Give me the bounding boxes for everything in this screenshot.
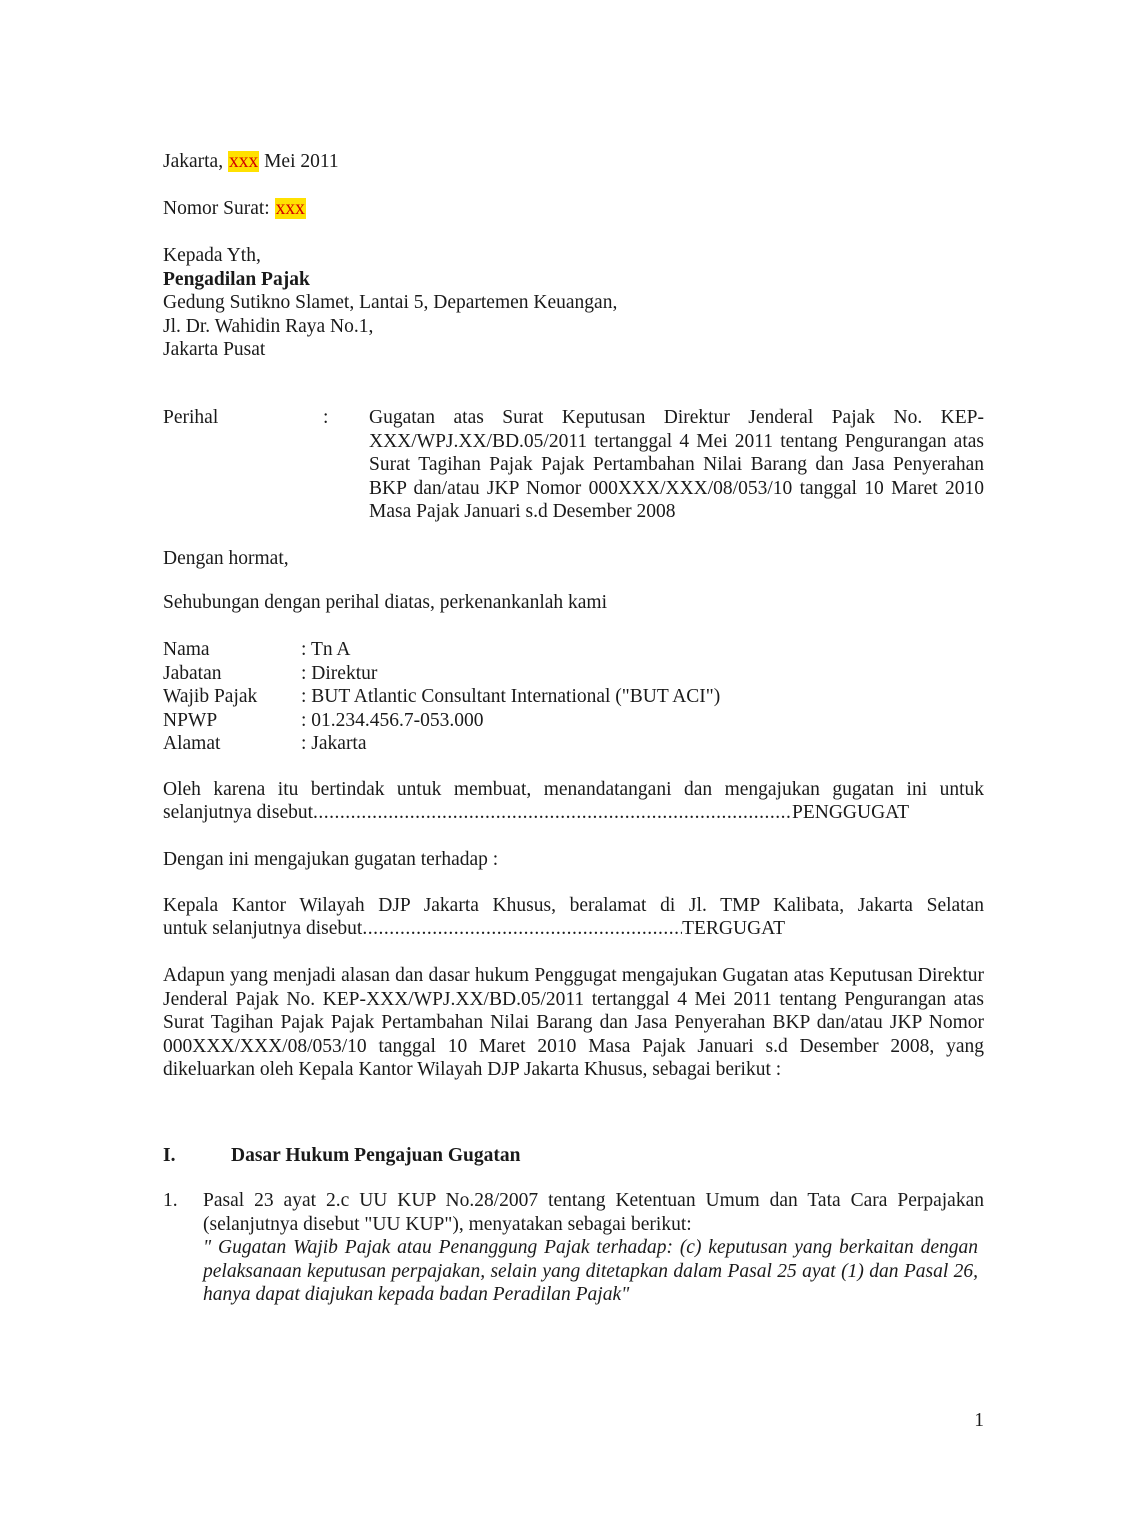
identity-row <box>163 709 720 733</box>
plaintiff-line-2 <box>163 801 909 825</box>
plaintiff-line-1: Oleh karena itu bertindak untuk membuat, menandatangani dan mengajukan gugatan ini untuk <box>163 779 984 800</box>
identity-key: Wajib Pajak <box>163 686 258 707</box>
identity-table <box>163 638 720 756</box>
defendant-term: TERGUGAT <box>682 918 785 939</box>
identity-key: Nama <box>163 639 210 660</box>
recipient-address-2: Jl. Dr. Wahidin Raya No.1, <box>163 315 374 337</box>
identity-key: NPWP <box>163 709 218 731</box>
plaintiff-prefix: selanjutnya disebut <box>163 802 314 823</box>
recipient-salutation: Kepada Yth, <box>163 245 261 266</box>
recipient-address-3: Jakarta Pusat <box>163 339 266 360</box>
identity-row <box>163 662 720 686</box>
item-quote: " Gugatan Wajib Pajak atau Penanggung Pajak terhadap: (c) keputusan yang berkaitan dengan pelaksanaan keputusan perpajakan, selain yang ditetapkan dalam Pasal 25 ayat (1) dan Pasal 26, hanya dapat diajukan kepada badan Peradilan Pajak" <box>203 1237 978 1305</box>
page-number: 1 <box>974 1410 984 1431</box>
identity-key: Jabatan <box>163 662 222 684</box>
letter-number-label: Nomor Surat: <box>163 198 270 219</box>
identity-value: : Jakarta <box>301 733 367 754</box>
identity-row <box>163 638 720 662</box>
leader-dots <box>362 917 682 941</box>
recipient-name: Pengadilan Pajak <box>163 268 310 290</box>
section-title: Dasar Hukum Pengajuan Gugatan <box>231 1145 521 1166</box>
identity-key: Alamat <box>163 733 221 754</box>
identity-value: : 01.234.456.7-053.000 <box>301 709 484 731</box>
letter-number-placeholder: xxx <box>275 198 305 219</box>
date-placeholder: xxx <box>228 151 259 172</box>
identity-row <box>163 732 720 756</box>
defendant-prefix: untuk selanjutnya disebut <box>163 918 363 939</box>
identity-value: : Direktur <box>301 662 378 684</box>
recipient-block <box>163 244 617 362</box>
against-intro: Dengan ini mengajukan gugatan terhadap : <box>163 849 499 870</box>
subject-label: Perihal <box>163 407 219 428</box>
defendant-line-2 <box>163 917 785 941</box>
date-prefix: Jakarta, <box>163 151 224 172</box>
intro-text: Sehubungan dengan perihal diatas, perkenankanlah kami <box>163 592 608 613</box>
item-text: Pasal 23 ayat 2.c UU KUP No.28/2007 tentang Ketentuan Umum dan Tata Cara Perpajakan (selanjutnya disebut "UU KUP"), menyatakan sebagai berikut: <box>203 1190 984 1235</box>
recipient-address-1: Gedung Sutikno Slamet, Lantai 5, Departemen Keuangan, <box>163 292 618 313</box>
plaintiff-term: PENGGUGAT <box>792 802 909 823</box>
greeting: Dengan hormat, <box>163 548 289 569</box>
defendant-line-1: Kepala Kantor Wilayah DJP Jakarta Khusus, beralamat di Jl. TMP Kalibata, Jakarta Selatan <box>163 895 984 916</box>
subject-text: Gugatan atas Surat Keputusan Direktur Jenderal Pajak No. KEP-XXX/WPJ.XX/BD.05/2011 tertanggal 4 Mei 2011 tentang Pengurangan atas Surat Tagihan Pajak Pajak Pertambahan Nilai Barang dan Jasa Penyerahan BKP dan/atau JKP Nomor 000XXX/XXX/08/053/10 tanggal 10 Maret 2010 Masa Pajak Januari s.d Desember 2008 <box>369 407 984 522</box>
section-number: I. <box>163 1145 176 1166</box>
identity-value: : BUT Atlantic Consultant International ("BUT ACI") <box>301 686 721 707</box>
date-line <box>163 150 339 174</box>
reason-paragraph: Adapun yang menjadi alasan dan dasar hukum Penggugat mengajukan Gugatan atas Keputusan Direktur Jenderal Pajak No. KEP-XXX/WPJ.XX/BD.05/2011 tertanggal 4 Mei 2011 tentang Pengurangan atas Surat Tagihan Pajak Pajak Pertambahan Nilai Barang dan Jasa Penyerahan BKP dan/atau JKP Nomor 000XXX/XXX/08/053/10 tanggal 10 Maret 2010 Masa Pajak Januari s.d Desember 2008, yang dikeluarkan oleh Kepala Kantor Wilayah DJP Jakarta Khusus, sebagai berikut : <box>163 965 984 1080</box>
item-number: 1. <box>163 1190 178 1211</box>
identity-row <box>163 685 720 709</box>
date-suffix: Mei 2011 <box>264 151 339 172</box>
letter-number-line <box>163 197 306 221</box>
identity-value: : Tn A <box>301 639 351 660</box>
subject-colon: : <box>323 407 329 428</box>
leader-dots <box>313 801 792 825</box>
